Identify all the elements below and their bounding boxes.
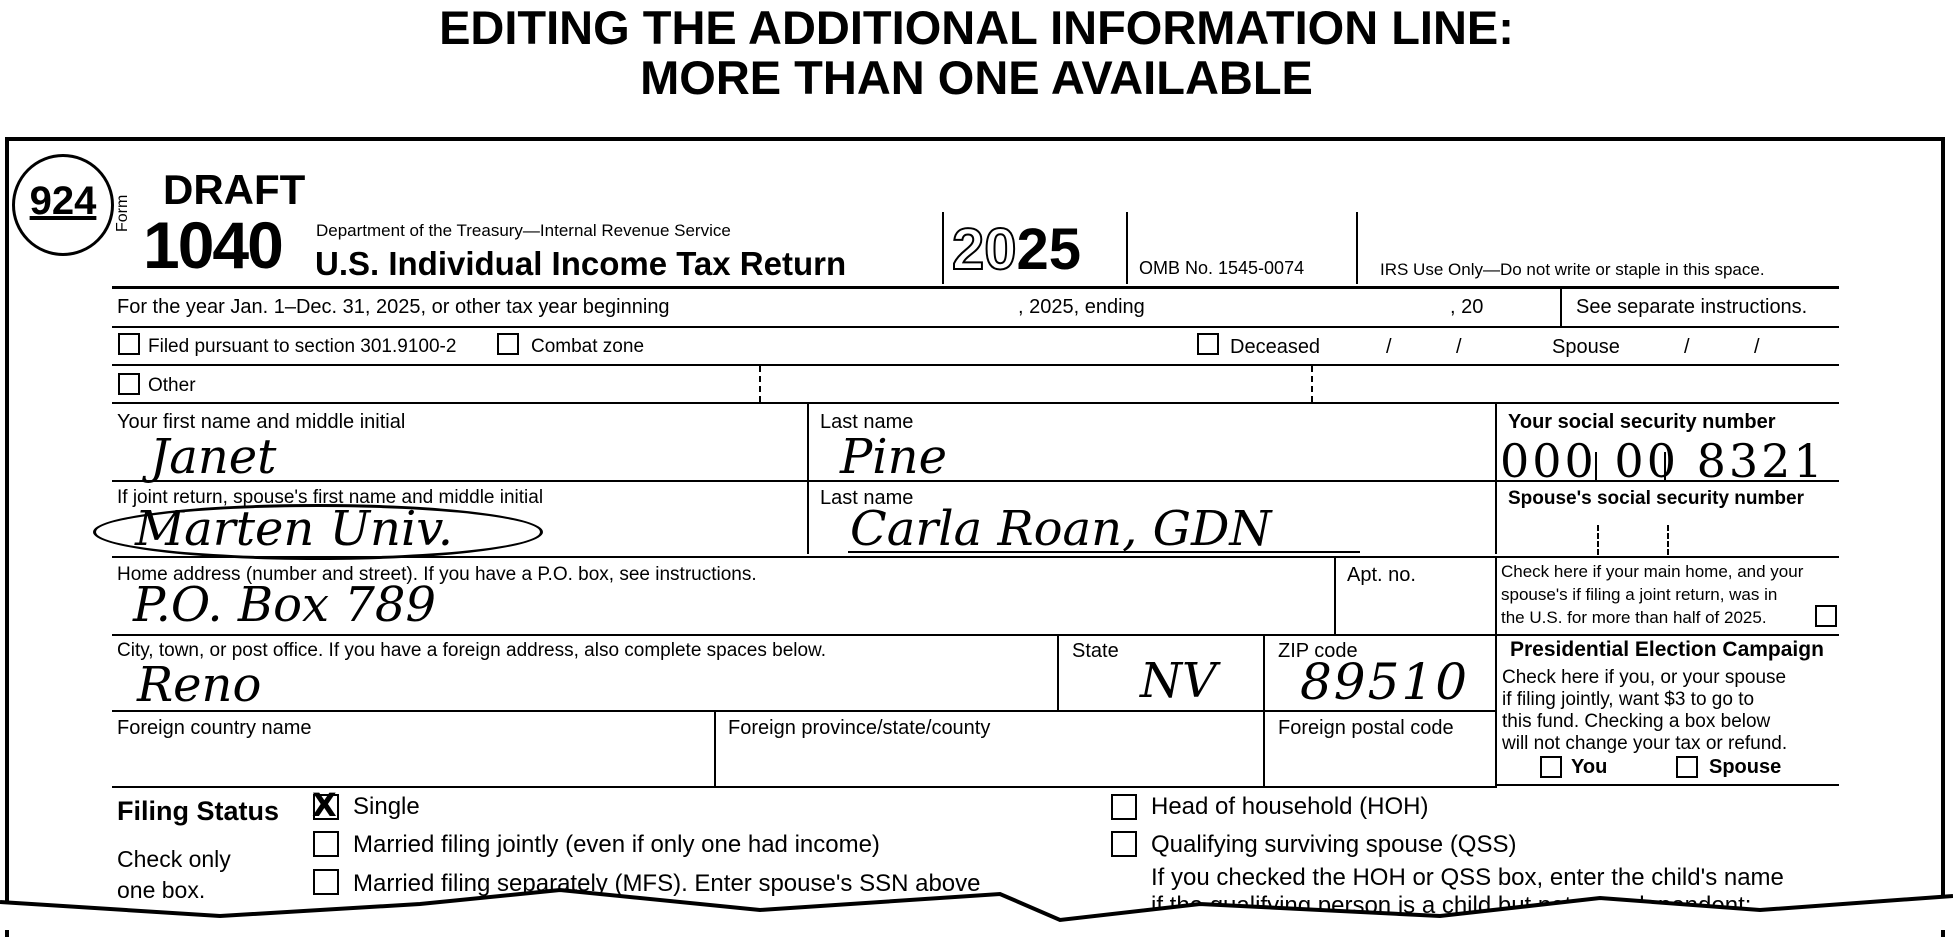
form-number: 1040 xyxy=(143,208,282,282)
spouse-last-name-value[interactable]: Carla Roan, GDN xyxy=(850,501,1272,557)
foreign-province-label: Foreign province/state/county xyxy=(728,717,991,739)
main-home-line-3: the U.S. for more than half of 2025. xyxy=(1501,608,1767,627)
ssn-value[interactable]: 000 00 8321 xyxy=(1500,434,1826,488)
spouse-first-name-value[interactable]: Marten Univ. xyxy=(135,501,453,557)
hoh-label: Head of household (HOH) xyxy=(1151,793,1429,820)
ssn-label: Your social security number xyxy=(1508,411,1776,433)
spouse-ssn-label: Spouse's social security number xyxy=(1508,488,1804,509)
mfj-checkbox[interactable] xyxy=(313,831,339,857)
department-label: Department of the Treasury—Internal Revenue Service xyxy=(316,221,731,240)
state-value[interactable]: NV xyxy=(1140,653,1217,709)
tax-year-beginning-label: For the year Jan. 1–Dec. 31, 2025, or other tax year beginning xyxy=(117,296,670,318)
presidential-line-4: will not change your tax or refund. xyxy=(1502,733,1788,754)
qss-checkbox[interactable] xyxy=(1111,831,1137,857)
heading-line-2: MORE THAN ONE AVAILABLE xyxy=(640,51,1313,104)
main-home-line-1: Check here if your main home, and your xyxy=(1501,562,1804,581)
home-address-value[interactable]: P.O. Box 789 xyxy=(133,577,436,633)
marker-number: 924 xyxy=(29,179,97,223)
spouse-slash-1: / xyxy=(1684,336,1690,358)
deceased-checkbox[interactable] xyxy=(1197,333,1219,355)
zip-value[interactable]: 89510 xyxy=(1300,653,1470,711)
main-home-line-2: spouse's if filing a joint return, was in xyxy=(1501,585,1778,604)
state-label: State xyxy=(1072,640,1119,662)
spouse-deceased-label: Spouse xyxy=(1552,336,1620,358)
heading-line-1: EDITING THE ADDITIONAL INFORMATION LINE: xyxy=(439,1,1514,54)
first-name-value[interactable]: Janet xyxy=(150,429,277,485)
tax-year-outline: 20 xyxy=(952,217,1017,282)
other-checkbox[interactable] xyxy=(118,373,140,395)
check-only-line-1: Check only xyxy=(117,846,231,872)
presidential-you-label: You xyxy=(1571,756,1608,778)
separate-instructions: See separate instructions. xyxy=(1576,296,1808,318)
marker-circle xyxy=(12,154,114,256)
filed-pursuant-checkbox[interactable] xyxy=(118,333,140,355)
zip-label: ZIP code xyxy=(1278,640,1358,662)
mfj-label: Married filing jointly (even if only one had income) xyxy=(353,831,880,858)
tax-year-solid: 25 xyxy=(1016,217,1082,282)
deceased-slash-2: / xyxy=(1456,336,1462,358)
city-label: City, town, or post office. If you have a foreign address, also complete spaces below. xyxy=(117,640,827,661)
city-value[interactable]: Reno xyxy=(137,657,262,713)
combat-zone-checkbox[interactable] xyxy=(497,333,519,355)
spouse-first-name-label: If joint return, spouse's first name and middle initial xyxy=(117,487,544,508)
torn-edge xyxy=(0,880,1953,930)
presidential-line-1: Check here if you, or your spouse xyxy=(1502,667,1787,688)
hoh-checkbox[interactable] xyxy=(1111,794,1137,820)
tax-year-ending-label: , 2025, ending xyxy=(1018,296,1145,318)
presidential-line-3: this fund. Checking a box below xyxy=(1502,711,1771,732)
single-label: Single xyxy=(353,793,420,820)
draft-label: DRAFT xyxy=(163,166,306,213)
single-checkbox[interactable]: X xyxy=(313,794,339,820)
presidential-you-checkbox[interactable] xyxy=(1540,756,1562,778)
presidential-line-2: if filing jointly, want $3 to go to xyxy=(1502,689,1755,710)
mfs-label: Married filing separately (MFS). Enter spouse's SSN above xyxy=(353,870,981,897)
tax-year xyxy=(952,216,1081,283)
foreign-country-label: Foreign country name xyxy=(117,717,312,739)
filed-pursuant-label: Filed pursuant to section 301.9100-2 xyxy=(148,336,457,357)
presidential-title: Presidential Election Campaign xyxy=(1510,638,1824,661)
first-name-label: Your first name and middle initial xyxy=(117,411,406,433)
last-name-label: Last name xyxy=(820,411,914,433)
home-address-label: Home address (number and street). If you have a P.O. box, see instructions. xyxy=(117,564,757,585)
apt-no-label: Apt. no. xyxy=(1347,564,1416,586)
presidential-spouse-label: Spouse xyxy=(1709,756,1782,778)
deceased-label: Deceased xyxy=(1230,336,1321,358)
main-home-checkbox[interactable] xyxy=(1815,605,1837,627)
filing-status-title: Filing Status xyxy=(117,796,279,826)
omb-number: OMB No. 1545-0074 xyxy=(1139,258,1305,278)
qss-label: Qualifying surviving spouse (QSS) xyxy=(1151,831,1517,858)
tax-year-20-label: , 20 xyxy=(1450,296,1484,318)
combat-zone-label: Combat zone xyxy=(531,336,645,357)
form-word: Form xyxy=(114,194,131,232)
last-name-value[interactable]: Pine xyxy=(840,429,947,485)
deceased-slash-1: / xyxy=(1386,336,1392,358)
spouse-slash-2: / xyxy=(1754,336,1760,358)
irs-use-only: IRS Use Only—Do not write or staple in this space. xyxy=(1380,260,1765,279)
other-label: Other xyxy=(148,375,196,396)
check-only-line-2: one box. xyxy=(117,877,206,903)
qss-cut-note: if the qualifying person is a child but not your dependent: xyxy=(1151,892,1752,919)
presidential-spouse-checkbox[interactable] xyxy=(1676,756,1698,778)
foreign-postal-label: Foreign postal code xyxy=(1278,717,1454,739)
spouse-last-name-label: Last name xyxy=(820,487,914,509)
form-title: U.S. Individual Income Tax Return xyxy=(315,245,847,282)
qss-note: If you checked the HOH or QSS box, enter the child's name xyxy=(1151,864,1784,891)
